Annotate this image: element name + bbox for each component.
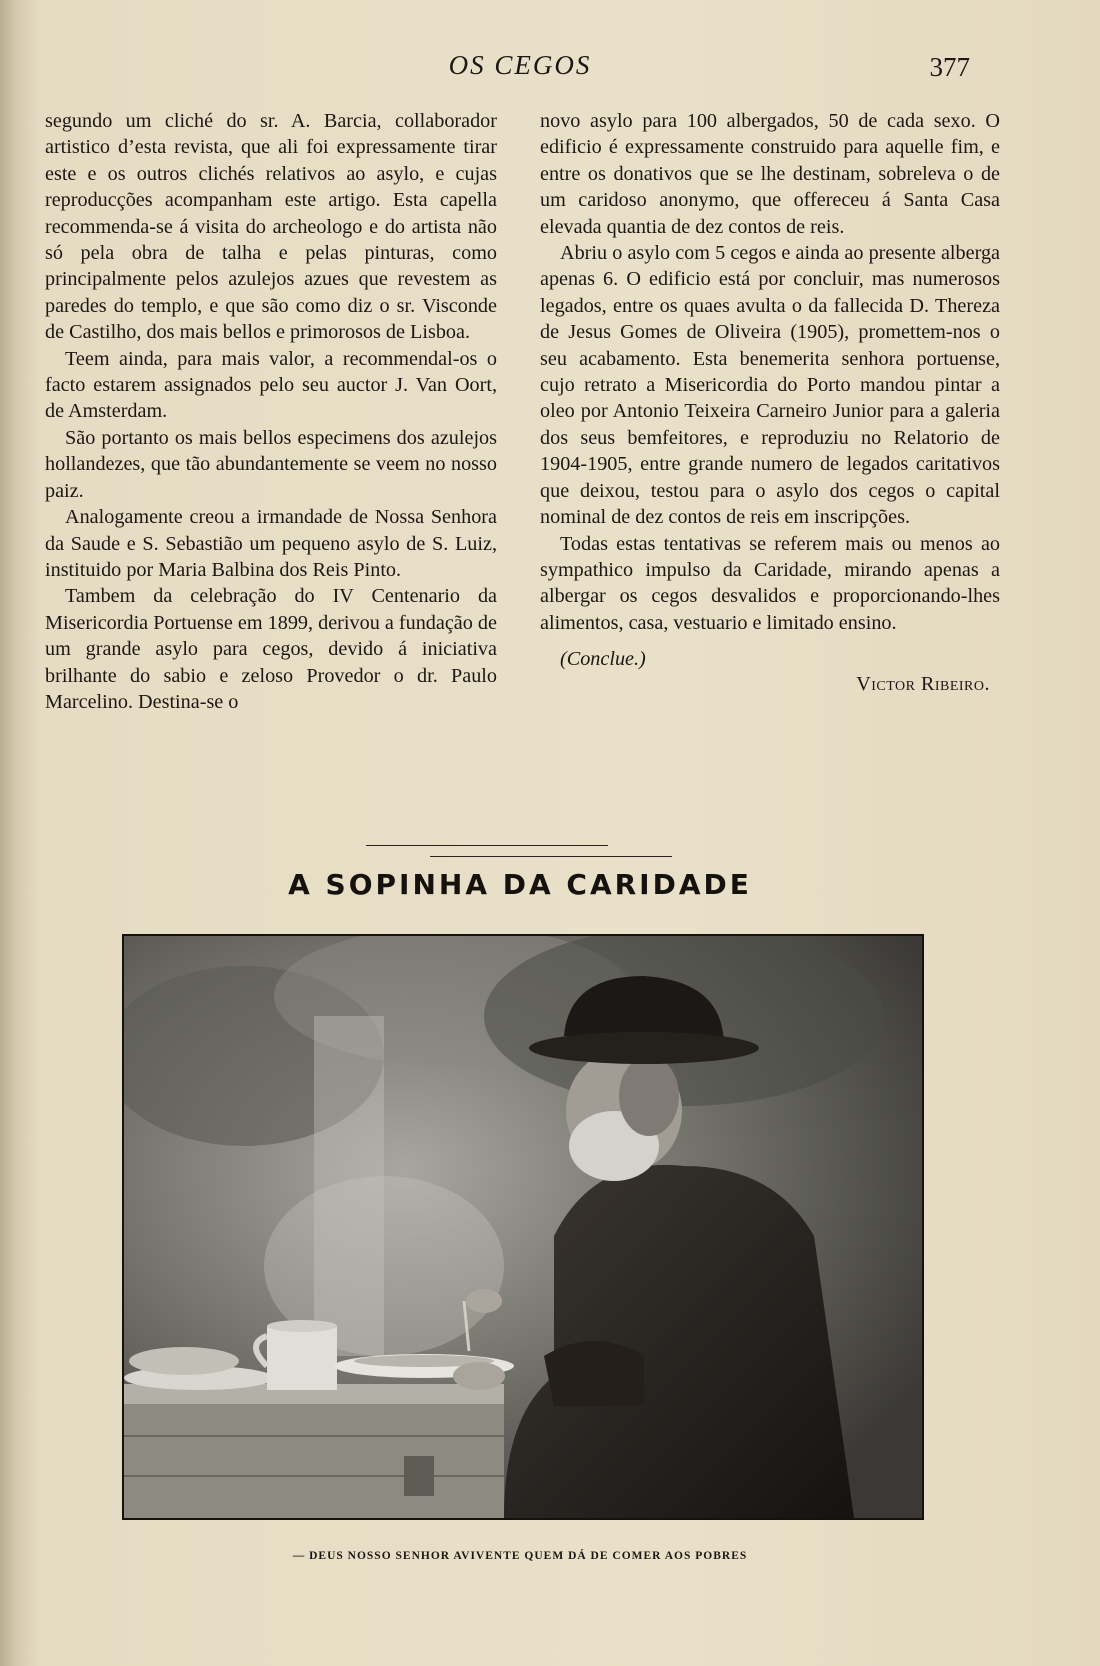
running-head [0, 50, 1100, 86]
right-text-column [540, 108, 1000, 697]
paragraph: Teem ainda, para mais valor, a recommendal-os o facto estarem assignados pelo seu auctor J. Van Oort, de Amsterdam. [45, 347, 497, 423]
paragraph: São portanto os mais bellos especimens dos azulejos hollandezes, que tão abundantemente se veem no nosso paiz. [45, 426, 497, 502]
paragraph: segundo um cliché do sr. A. Barcia, collaborador artistico d’esta revista, que ali foi expressamente tirar este e os outros clichés relativos ao asylo, e cujas reproducções acompanham este artigo. Esta capella recommenda-se á visita do archeologo e do artista não só pela obra de talha e pelas pinturas, como principalmente pelos azulejos azues que revestem as paredes do templo, e que são como diz o sr. Visconde de Castilho, dos mais bellos e primorosos de Lisboa. [45, 110, 497, 344]
paragraph: Todas estas tentativas se referem mais ou menos ao sympathico impulso da Caridade, mirando apenas a albergar os cegos desvalidos e proporcionando-lhes alimentos, casa, vestuario e limitado ensino. [540, 532, 1000, 634]
paragraph: Tambem da celebração do IV Centenario da Misericordia Portuense em 1899, derivou a fundação de um grande asylo para cegos, devido á iniciativa brilhante do sabio e zeloso Provedor o dr. Paulo Marcelino. Destina-se o [45, 585, 497, 713]
paragraph: novo asylo para 100 albergados, 50 de cada sexo. O edificio é expressamente construido para aquelle fim, e entre os donativos que se lhe destinam, sobreleva o de um caridoso anonymo, que offereceu á Santa Casa elevada quantia de dez contos de reis. [540, 110, 1000, 238]
divider-rule [366, 845, 608, 846]
conclusion-note: (Conclue.) [560, 648, 646, 671]
paragraph: Analogamente creou a irmandade de Nossa Senhora da Saude e S. Sebastião um pequeno asylo de S. Luiz, instituido por Maria Balbina dos Reis Pinto. [45, 506, 497, 581]
divider-rule [430, 856, 672, 857]
section-title: A SOPINHA DA CARIDADE [288, 868, 752, 901]
photograph-illustration [124, 936, 922, 1518]
page-number: 377 [929, 52, 970, 82]
paragraph: Abriu o asylo com 5 cegos e ainda ao presente alberga apenas 6. O edificio está por concluir, mas numerosos legados, entre os quaes avulta o da fallecida D. Thereza de Jesus Gomes de Oliveira (1905), promettem-nos o seu acabamento. Esta benemerita senhora portuense, cujo retrato a Misericordia do Porto mandou pintar a oleo por Antonio Teixeira Carneiro Junior para a galeria dos seus bemfeitores, e reproduziu no Relatorio de 1904-1905, entre grande numero de legados caritativos que deixou, testou para o asylo dos cegos o capital nominal de dez contos de reis em inscripções. [540, 242, 1000, 529]
photograph-old-man-eating [122, 934, 924, 1520]
left-text-column [45, 108, 497, 715]
running-title: OS CEGOS [448, 50, 592, 80]
photo-caption: — DEUS NOSSO SENHOR AVIVENTE QUEM DÁ DE COMER AOS POBRES [292, 1550, 748, 1562]
author-signature: Victor Ribeiro. [856, 672, 990, 695]
